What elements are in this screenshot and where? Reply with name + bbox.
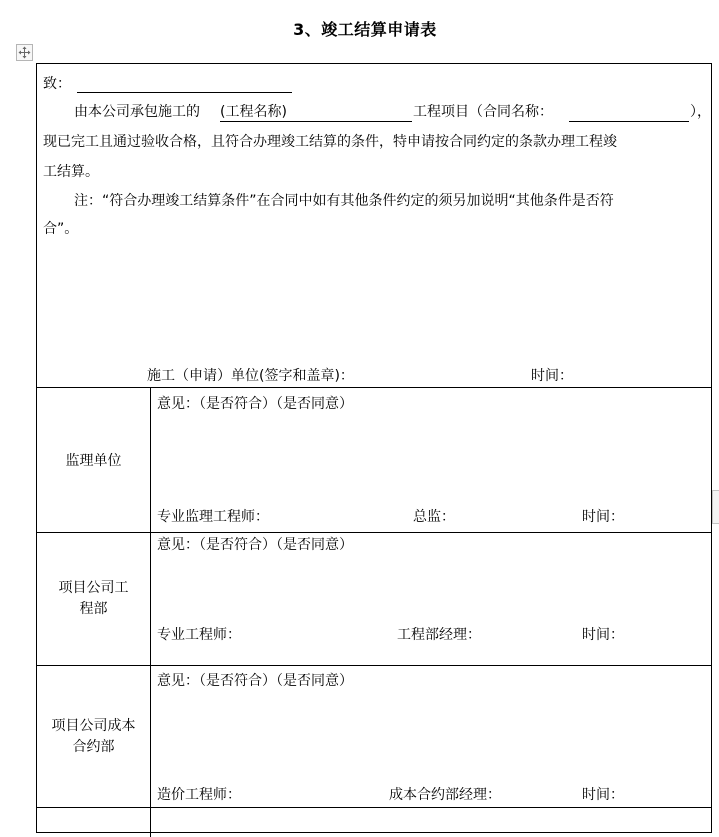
engineering-opinion: 意见：（是否符合）（是否同意）: [157, 537, 353, 553]
contract-name-blank-line: [569, 121, 689, 122]
row-divider: [37, 807, 712, 808]
cost-manager-sign: 成本合约部经理：: [389, 787, 501, 803]
table-move-handle-icon[interactable]: [16, 44, 33, 61]
row-divider: [37, 665, 712, 666]
cost-engineer-sign: 造价工程师：: [157, 787, 241, 803]
supervision-unit-label-text: 监理单位: [65, 453, 122, 469]
engineering-dept-label: [37, 578, 150, 620]
row-divider: [37, 532, 712, 533]
cost-contract-dept-label-line1: 项目公司成本: [51, 718, 136, 734]
supervision-time: 时间：: [582, 509, 624, 525]
document-title: 3、竣工结算申请表: [293, 20, 437, 39]
note-line1: 注：“符合办理竣工结算条件”在合同中如有其他条件约定的须另加说明“其他条件是否符: [74, 193, 614, 209]
supervision-opinion: 意见：（是否符合）（是否同意）: [157, 396, 353, 412]
column-divider: [150, 387, 151, 837]
project-name-placeholder: (工程名称): [220, 104, 287, 120]
professional-engineer-sign: 专业工程师：: [157, 627, 241, 643]
move-arrows-icon: [18, 46, 31, 59]
cost-opinion: 意见：（是否符合）（是否同意）: [157, 673, 353, 689]
engineering-dept-label-line2: 程部: [79, 601, 108, 617]
engineering-dept-label-line1: 项目公司工: [58, 580, 129, 596]
cost-time: 时间：: [582, 787, 624, 803]
table-resize-handle[interactable]: [712, 490, 719, 524]
cost-contract-dept-label: [37, 716, 150, 758]
engineering-time: 时间：: [582, 627, 624, 643]
applicant-time-label: 时间：: [531, 368, 573, 384]
application-line1-prefix: 由本公司承包施工的: [74, 104, 200, 120]
application-line2: 现已完工且通过验收合格，且符合办理竣工结算的条件，特申请按合同约定的条款办理工程竣: [43, 134, 617, 150]
application-line3: 工结算。: [43, 164, 99, 180]
recipient-blank-line: [77, 92, 292, 93]
supervision-unit-label: [37, 451, 150, 472]
to-label: 致：: [43, 76, 71, 92]
applicant-signature-label: 施工（申请）单位(签字和盖章)：: [147, 368, 354, 384]
chief-supervisor-sign: 总监：: [413, 509, 455, 525]
supervision-engineer-sign: 专业监理工程师：: [157, 509, 269, 525]
project-name-blank-line: [220, 121, 412, 122]
engineering-manager-sign: 工程部经理：: [397, 627, 481, 643]
row-divider: [37, 387, 712, 388]
note-line2: 合”。: [43, 221, 79, 237]
settlement-application-table: [36, 63, 712, 833]
application-line1-contract: 工程项目（合同名称：: [413, 104, 553, 120]
cost-contract-dept-label-line2: 合约部: [72, 739, 115, 755]
application-line1-suffix: ），: [690, 104, 711, 120]
